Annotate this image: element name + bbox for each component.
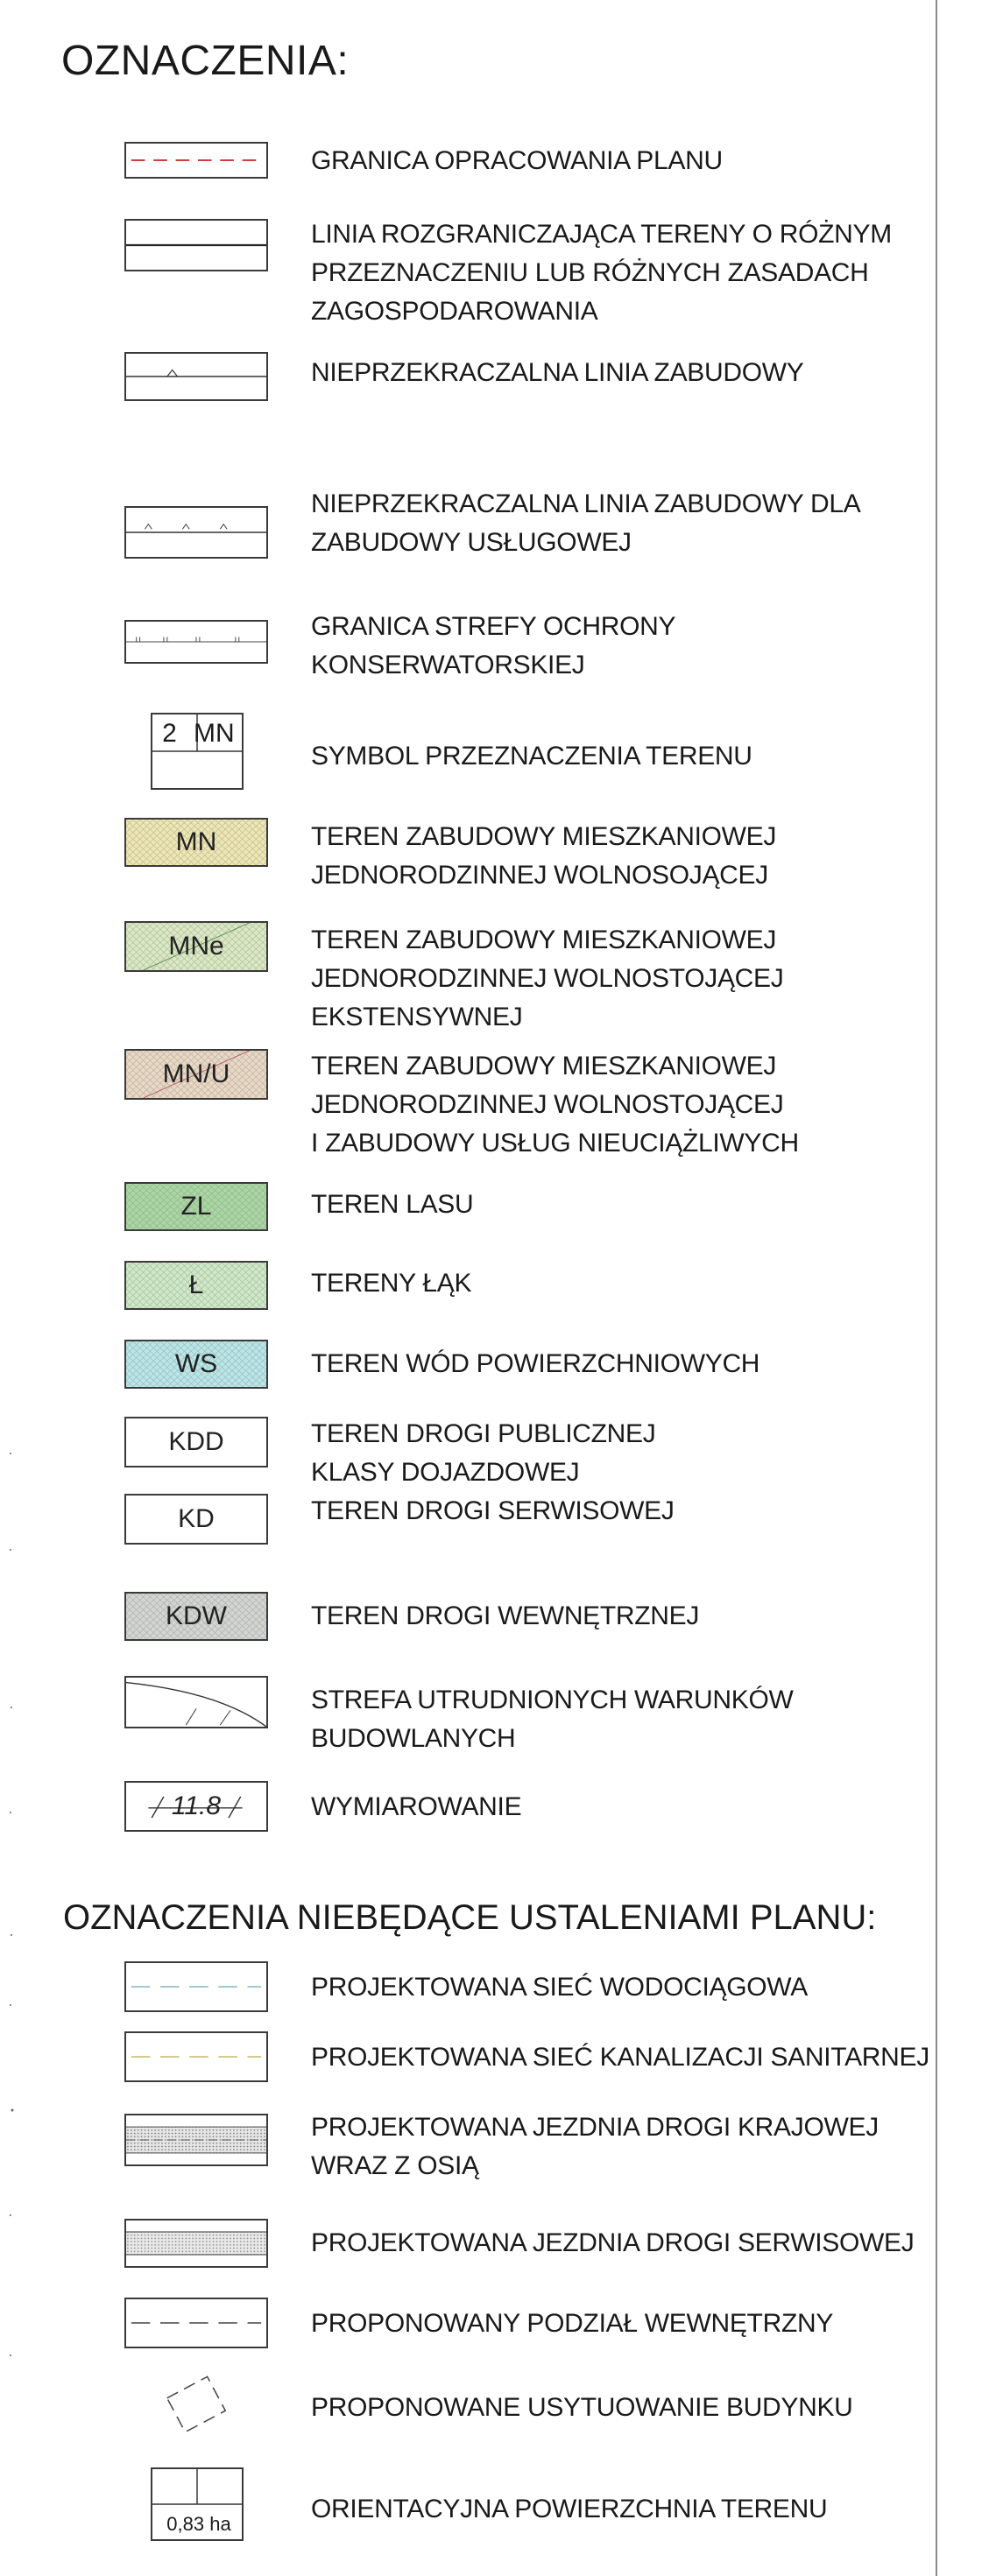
legend-symbol-kanalizacja — [124, 2031, 268, 2082]
mne-code: MNe — [168, 932, 224, 961]
ws-code: WS — [174, 1349, 218, 1378]
legend-label-podzial — [311, 2305, 833, 2343]
legend-label-line: TEREN ZABUDOWY MIESZKANIOWEJ — [311, 822, 777, 851]
legend-label-line: JEDNORODZINNEJ WOLNOSTOJĄCEJ — [311, 964, 784, 993]
legend-symbol-powierzchnia — [151, 2467, 244, 2541]
legend-label-line: BUDOWLANYCH — [311, 1724, 516, 1753]
legend-label-strefa-kons — [311, 608, 675, 685]
legend-symbol-jezdnia-kraj — [124, 2114, 268, 2166]
legend-label-line: TERENY ŁĄK — [311, 1269, 472, 1298]
kdd-code: KDD — [168, 1427, 224, 1456]
legend-symbol-podzial — [124, 2298, 268, 2348]
legend-label-mnu — [311, 1047, 799, 1163]
legend-label-linia-zab — [311, 354, 804, 392]
legend-label-line: STREFA UTRUDNIONYCH WARUNKÓW — [311, 1686, 794, 1714]
legend-label-wodociag — [311, 1968, 808, 2007]
legend-label-line: TEREN ZABUDOWY MIESZKANIOWEJ — [311, 926, 777, 954]
strefa-utr-symbol-graphic — [126, 1678, 266, 1727]
legend-heading: OZNACZENIA: — [61, 38, 350, 84]
jezdnia-kraj-symbol-graphic — [126, 2115, 266, 2164]
legend-label-line: GRANICA STREFY OCHRONY — [311, 612, 676, 641]
legend-label-line: PROJEKTOWANA JEZDNIA DROGI SERWISOWEJ — [311, 2228, 915, 2257]
symbol-number: 2 — [162, 719, 177, 748]
legend-label-kdw — [311, 1597, 699, 1636]
legend-label-line: JEDNORODZINNEJ WOLNOSOJĄCEJ — [311, 861, 768, 890]
legend-label-granica — [311, 142, 723, 180]
legend-label-jezdnia-serw — [311, 2224, 914, 2263]
legend-symbol-wodociag — [124, 1961, 268, 2012]
legend-label-mne — [311, 921, 783, 1037]
granica-symbol-graphic — [126, 144, 266, 177]
area-value: 0,83 ha — [166, 2513, 231, 2535]
legend-symbol-mn — [124, 818, 268, 867]
legend-label-line: ZAGOSPODAROWANIA — [311, 297, 598, 326]
legend-symbol-l — [124, 1261, 268, 1310]
legend-label-line: TEREN DROGI PUBLICZNEJ — [311, 1419, 656, 1448]
legend-symbol-mne — [124, 921, 268, 972]
legend-label-line: KONSERWATORSKIEJ — [311, 651, 585, 679]
symbol-code: MN — [194, 719, 235, 748]
budynek-symbol-graphic — [124, 2373, 268, 2436]
legend-label-mn — [311, 818, 776, 895]
legend-label-line: I ZABUDOWY USŁUG NIEUCIĄŻLIWYCH — [311, 1129, 799, 1158]
l-code: Ł — [188, 1270, 204, 1299]
legend-label-zl — [311, 1186, 473, 1224]
kd-code: KD — [178, 1504, 215, 1533]
scan-dots — [9, 1445, 14, 2408]
legend-label-linia-rozgr — [311, 215, 892, 331]
wodociag-symbol-graphic — [126, 1963, 266, 2010]
legend-label-strefa-utr — [311, 1681, 794, 1758]
legend-symbol-wymiar — [124, 1781, 268, 1832]
legend-label-line: SYMBOL PRZEZNACZENIA TERENU — [311, 742, 752, 771]
legend-label-line: PROPONOWANY PODZIAŁ WEWNĘTRZNY — [311, 2309, 834, 2338]
legend-label-line: NIEPRZEKRACZALNA LINIA ZABUDOWY DLA — [311, 489, 861, 518]
strefa-kons-symbol-graphic — [126, 622, 266, 662]
wymiar-code: 11.8 — [171, 1791, 222, 1820]
legend-label-budynek — [311, 2389, 853, 2427]
legend-label-line: PROJEKTOWANA SIEĆ WODOCIĄGOWA — [311, 1973, 808, 2002]
mnu-code: MN/U — [162, 1059, 230, 1088]
legend-label-ws — [311, 1345, 759, 1383]
legend-symbol-kdd — [124, 1417, 268, 1467]
legend-label-powierzchnia — [311, 2490, 827, 2529]
legend-label-line: ORIENTACYJNA POWIERZCHNIA TERENU — [311, 2495, 828, 2523]
legend-label-line: PROJEKTOWANA JEZDNIA DROGI KRAJOWEJ — [311, 2113, 879, 2142]
legend-label-line: TEREN ZABUDOWY MIESZKANIOWEJ — [311, 1052, 777, 1080]
legend-label-kd — [311, 1492, 675, 1531]
mn-code: MN — [175, 827, 217, 856]
legend-symbol-linia-rozgr — [124, 219, 268, 271]
legend-label-line: JEDNORODZINNEJ WOLNOSTOJĄCEJ — [311, 1090, 784, 1119]
legend-label-line: ZABUDOWY USŁUGOWEJ — [311, 528, 632, 557]
podzial-symbol-graphic — [126, 2299, 266, 2347]
legend-label-line: TEREN LASU — [311, 1190, 474, 1219]
legend-label-line: GRANICA OPRACOWANIA PLANU — [311, 146, 723, 175]
legend-label-line: LINIA ROZGRANICZAJĄCA TERENY O RÓŻNYM — [311, 220, 892, 249]
kanalizacja-symbol-graphic — [126, 2033, 266, 2080]
legend-label-line: EKSTENSYWNEJ — [311, 1003, 523, 1031]
legend-symbol-strefa-utr — [124, 1676, 268, 1728]
legend-label-line: PROJEKTOWANA SIEĆ KANALIZACJI SANITARNEJ — [311, 2043, 929, 2072]
secondary-legend-heading: OZNACZENIA NIEBĘDĄCE USTALENIAMI PLANU: — [63, 1898, 877, 1937]
kdw-code: KDW — [166, 1601, 227, 1630]
legend-symbol-ws — [124, 1340, 268, 1389]
legend-label-kdd — [311, 1415, 655, 1492]
legend-label-line: PRZEZNACZENIU LUB RÓŻNYCH ZASADACH — [311, 258, 869, 287]
legend-label-line: KLASY DOJAZDOWEJ — [311, 1458, 580, 1487]
legend-label-line: WYMIAROWANIE — [311, 1792, 522, 1821]
legend-label-line: PROPONOWANE USYTUOWANIE BUDYNKU — [311, 2393, 853, 2422]
legend-symbol-linia-zab — [124, 352, 268, 401]
legend-label-line: NIEPRZEKRACZALNA LINIA ZABUDOWY — [311, 358, 804, 387]
linia-zab-usl-symbol-graphic — [126, 508, 266, 557]
legend-label-symbol — [311, 737, 752, 776]
legend-label-line: WRAZ Z OSIĄ — [311, 2151, 479, 2180]
page-border-line — [936, 0, 937, 2576]
legend-label-linia-zab-usl — [311, 485, 860, 562]
jezdnia-serw-symbol-graphic — [126, 2221, 266, 2266]
legend-symbol-kdw — [124, 1592, 268, 1641]
legend-symbol-kd — [124, 1494, 268, 1545]
legend-label-line: TEREN DROGI WEWNĘTRZNEJ — [311, 1601, 700, 1630]
legend-symbol-zl — [124, 1182, 268, 1231]
legend-symbol-mnu — [124, 1049, 268, 1100]
linia-rozgr-symbol-graphic — [126, 221, 266, 270]
legend-label-kanalizacja — [311, 2038, 929, 2077]
legend-label-jezdnia-kraj — [311, 2108, 879, 2185]
legend-label-line: TEREN WÓD POWIERZCHNIOWYCH — [311, 1349, 760, 1378]
linia-zab-symbol-graphic — [126, 354, 266, 399]
legend-symbol-budynek — [124, 2373, 268, 2436]
zl-code: ZL — [180, 1192, 212, 1221]
legend-symbol-jezdnia-serw — [124, 2219, 268, 2268]
legend-label-line: TEREN DROGI SERWISOWEJ — [311, 1496, 675, 1525]
legend-label-l — [311, 1264, 471, 1303]
legend-label-wymiar — [311, 1788, 521, 1826]
legend-symbol-symbol — [151, 713, 244, 790]
legend-symbol-strefa-kons — [124, 620, 268, 664]
legend-symbol-granica — [124, 142, 268, 179]
legend-symbol-linia-zab-usl — [124, 506, 268, 559]
